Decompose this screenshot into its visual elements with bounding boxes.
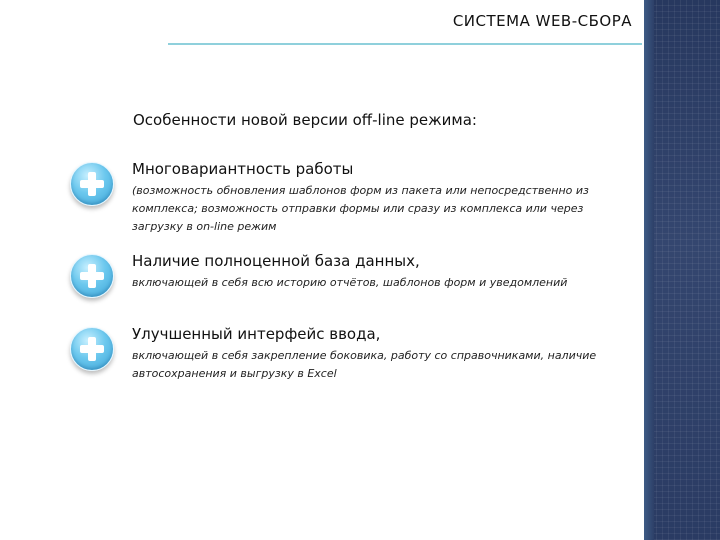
feature-title: Наличие полноценной база данных,: [132, 252, 420, 270]
slide-subtitle: Особенности новой версии off-line режима:: [133, 111, 477, 129]
feature-title: Многовариантность работы: [132, 160, 354, 178]
header-divider: [168, 43, 642, 45]
feature-title: Улучшенный интерфейс ввода,: [132, 325, 381, 343]
feature-description: включающей в себя всю историю отчётов, шаблонов форм и уведомлений: [132, 276, 568, 289]
feature-description: включающей в себя закрепление боковика, работу со справочниками, наличие автосохранения и выгрузку в Excel: [132, 349, 597, 380]
header-title: СИСТЕМА WEB-СБОРА: [452, 12, 632, 30]
decorative-side-panel: [642, 0, 720, 540]
plus-circle-icon: [70, 254, 114, 298]
feature-description: (возможность обновления шаблонов форм из пакета или непосредственно из комплекса; возможность отправки формы или сразу из комплекса или через загрузку в on-line режим: [132, 184, 589, 233]
side-panel-edge: [644, 0, 654, 540]
plus-circle-icon: [70, 327, 114, 371]
plus-circle-icon: [70, 162, 114, 206]
